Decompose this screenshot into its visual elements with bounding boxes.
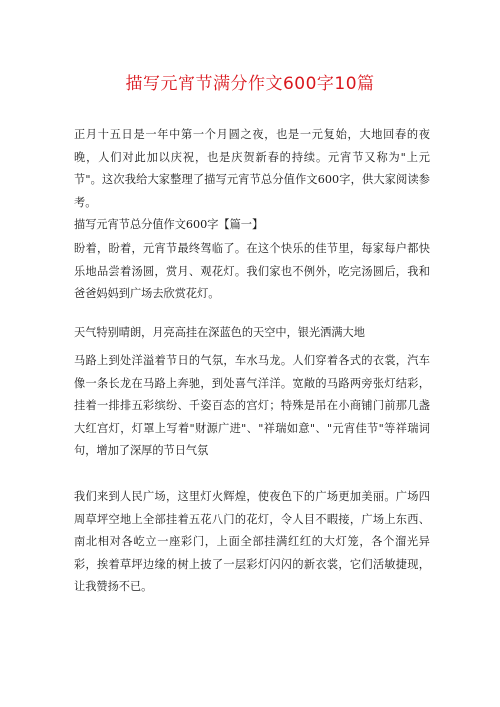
document-title: 描写元宵节满分作文600字10篇 xyxy=(125,74,375,94)
intro-paragraph: 正月十五日是一年中第一个月圆之夜，也是一元复始，大地回春的夜晚，人们对此加以庆祝，也是庆贺新春的持续。元宵节又称为"上元节"。这次我给大家整理了描写元宵节总分值作文600字，供大家阅读参考。 xyxy=(74,128,430,209)
body-paragraph-3: 马路上到处洋溢着节日的气氛，车水马龙。人们穿着各式的衣裳，汽车像一条长龙在马路上奔驰，到处喜气洋洋。宽敞的马路两旁张灯结彩，挂着一排排五彩缤纷、千姿百态的宫灯；特殊是吊在小商铺门前那几盏大红宫灯，灯罩上写着"财源广进"、"祥瑞如意"、"元宵佳节"等祥瑞词句，增加了深厚的节日气氛 xyxy=(74,354,430,458)
section-heading: 描写元宵节总分值作文600字【篇一】 xyxy=(74,218,264,231)
body-paragraph-1: 盼着，盼着，元宵节最终驾临了。在这个快乐的佳节里，每家每户都快乐地品尝着汤圆，赏月、观花灯。我们家也不例外，吃完汤圆后，我和爸爸妈妈到广场去欣赏花灯。 xyxy=(74,242,430,301)
body-paragraph-4: 我们来到人民广场，这里灯火辉煌，使夜色下的广场更加美丽。广场四周草坪空地上全部挂着五花八门的花灯，令人目不暇接，广场上东西、南北相对各屹立一座彩门，上面全部挂满红红的大灯笼，各个溜光异彩，挨着草坪边缘的树上披了一层彩灯闪闪的新衣裳，它们活敏捷现，让我赞扬不已。 xyxy=(74,490,430,594)
body-paragraph-2: 天气特别晴朗，月亮高挂在深蓝色的天空中，银光洒满大地 xyxy=(74,326,365,339)
